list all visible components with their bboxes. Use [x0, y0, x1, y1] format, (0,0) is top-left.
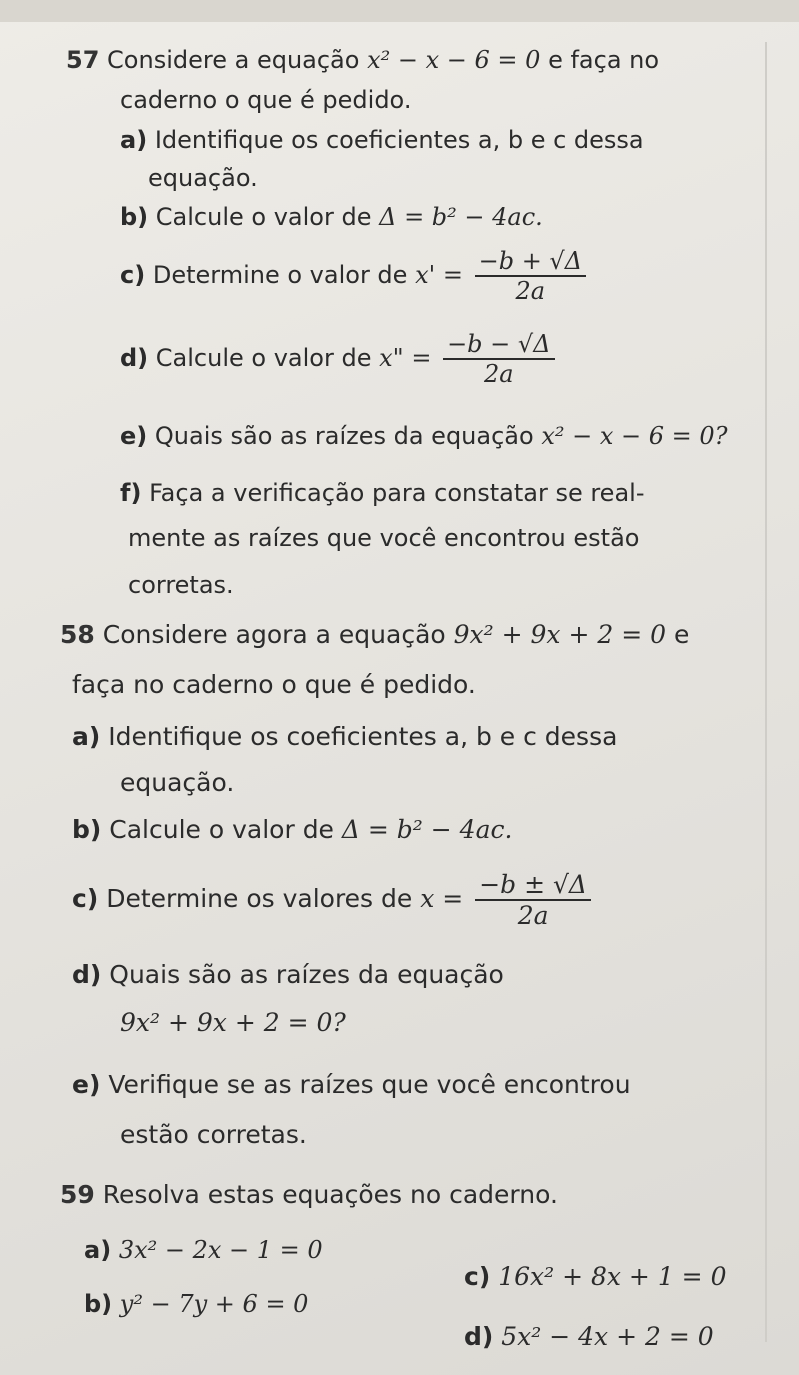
q58-item-e-line1 — [72, 1070, 631, 1099]
q57-item-f-text: Faça a verificação para constatar se real- — [149, 479, 645, 507]
q59-item-c-equation: 16x² + 8x + 1 = 0 — [498, 1262, 727, 1291]
q58-item-b-label: b) — [72, 815, 102, 844]
q58-item-c-label: c) — [72, 884, 99, 913]
q58-item-d-equation: 9x² + 9x + 2 = 0? — [120, 1008, 346, 1037]
q57-item-c — [120, 247, 590, 305]
q57-intro-line1 — [66, 46, 659, 74]
q57-item-c-label: c) — [120, 261, 146, 289]
q58-item-a-line2: equação. — [120, 768, 235, 797]
q57-item-d-fraction — [443, 330, 554, 388]
q57-item-a-line2: equação. — [148, 164, 258, 192]
q59-item-a-equation: 3x² − 2x − 1 = 0 — [118, 1236, 323, 1264]
q58-item-e-line2: estão corretas. — [120, 1120, 307, 1149]
q57-item-d-text: Calcule o valor de — [155, 344, 372, 372]
q58-intro-end: e — [673, 620, 690, 649]
q58-item-d-line1 — [72, 960, 504, 989]
q58-number: 58 — [60, 620, 95, 649]
q57-item-f-line3: corretas. — [128, 571, 234, 599]
q57-intro-end: e faça no — [548, 46, 660, 74]
q57-intro-text: Considere a equação — [107, 46, 360, 74]
q58-item-a-text: Identifique os coeficientes a, b e c dessa — [108, 722, 618, 751]
q57-item-b-label: b) — [120, 203, 149, 231]
q57-item-e-equation: x² − x − 6 = 0? — [541, 422, 728, 450]
q57-item-a-text: Identifique os coeficientes a, b e c dessa — [154, 126, 644, 154]
q59-item-b-equation: y² − 7y + 6 = 0 — [119, 1290, 309, 1318]
q59-item-d-equation: 5x² − 4x + 2 = 0 — [501, 1322, 714, 1351]
q58-item-d-label: d) — [72, 960, 102, 989]
q59-item-c — [464, 1262, 726, 1291]
q58-item-a-line1 — [72, 722, 617, 751]
q57-item-d-denominator: 2a — [484, 360, 514, 388]
q58-item-c-numerator: −b ± √Δ — [475, 870, 591, 901]
q57-item-f-line1 — [120, 479, 644, 507]
q58-item-b-text: Calcule o valor de — [109, 815, 334, 844]
q59-number: 59 — [60, 1180, 95, 1209]
q59-title: Resolva estas equações no caderno. — [102, 1180, 558, 1209]
q59-item-d — [464, 1322, 714, 1351]
q58-intro-line1 — [60, 620, 689, 649]
q58-item-c-fraction — [475, 870, 591, 930]
q59-item-b-label: b) — [84, 1290, 113, 1318]
q57-number: 57 — [66, 46, 100, 74]
q57-item-b — [120, 203, 543, 231]
q57-item-f-line2: mente as raízes que você encontrou estão — [128, 524, 640, 552]
q59-item-c-label: c) — [464, 1262, 491, 1291]
q58-intro-text: Considere agora a equação — [102, 620, 446, 649]
q57-intro-line2: caderno o que é pedido. — [120, 86, 412, 114]
q57-equation: x² − x − 6 = 0 — [367, 46, 541, 74]
page-top-edge — [0, 0, 799, 22]
q57-item-c-text: Determine o valor de — [152, 261, 408, 289]
q58-equation: 9x² + 9x + 2 = 0 — [453, 620, 667, 649]
q57-item-a-label: a) — [120, 126, 148, 154]
q58-item-c-denominator: 2a — [517, 901, 549, 930]
q58-item-c-lhs: x = — [420, 884, 464, 913]
q59-item-a — [84, 1236, 323, 1264]
q58-item-c-text: Determine os valores de — [106, 884, 413, 913]
q57-item-d-numerator: −b − √Δ — [443, 330, 554, 360]
q58-item-b — [72, 815, 512, 844]
q57-item-c-lhs: x' = — [415, 261, 463, 289]
q57-item-b-text: Calcule o valor de — [155, 203, 372, 231]
q57-item-b-equation: Δ = b² − 4ac. — [379, 203, 543, 231]
q57-item-a-line1 — [120, 126, 644, 154]
q57-item-f-label: f) — [120, 479, 142, 507]
q58-item-b-equation: Δ = b² − 4ac. — [341, 815, 513, 844]
q58-item-e-label: e) — [72, 1070, 101, 1099]
q57-item-c-numerator: −b + √Δ — [475, 247, 586, 277]
q58-item-d-text: Quais são as raízes da equação — [109, 960, 504, 989]
q57-item-d-label: d) — [120, 344, 149, 372]
q58-intro-line2: faça no caderno o que é pedido. — [72, 670, 476, 699]
q57-item-d — [120, 330, 559, 388]
q59-title-line — [60, 1180, 558, 1209]
q58-item-e-text: Verifique se as raízes que você encontrou — [108, 1070, 631, 1099]
q58-item-a-label: a) — [72, 722, 101, 751]
q57-item-c-denominator: 2a — [515, 277, 546, 305]
q57-item-d-lhs: x" = — [379, 344, 432, 372]
q57-item-e — [120, 422, 728, 450]
q59-item-a-label: a) — [84, 1236, 112, 1264]
q58-item-c — [72, 870, 595, 930]
q59-item-d-label: d) — [464, 1322, 494, 1351]
page-fold-shadow — [765, 42, 767, 1342]
q57-item-e-label: e) — [120, 422, 148, 450]
q57-item-e-text: Quais são as raízes da equação — [154, 422, 534, 450]
q57-item-c-fraction — [475, 247, 586, 305]
q59-item-b — [84, 1290, 308, 1318]
